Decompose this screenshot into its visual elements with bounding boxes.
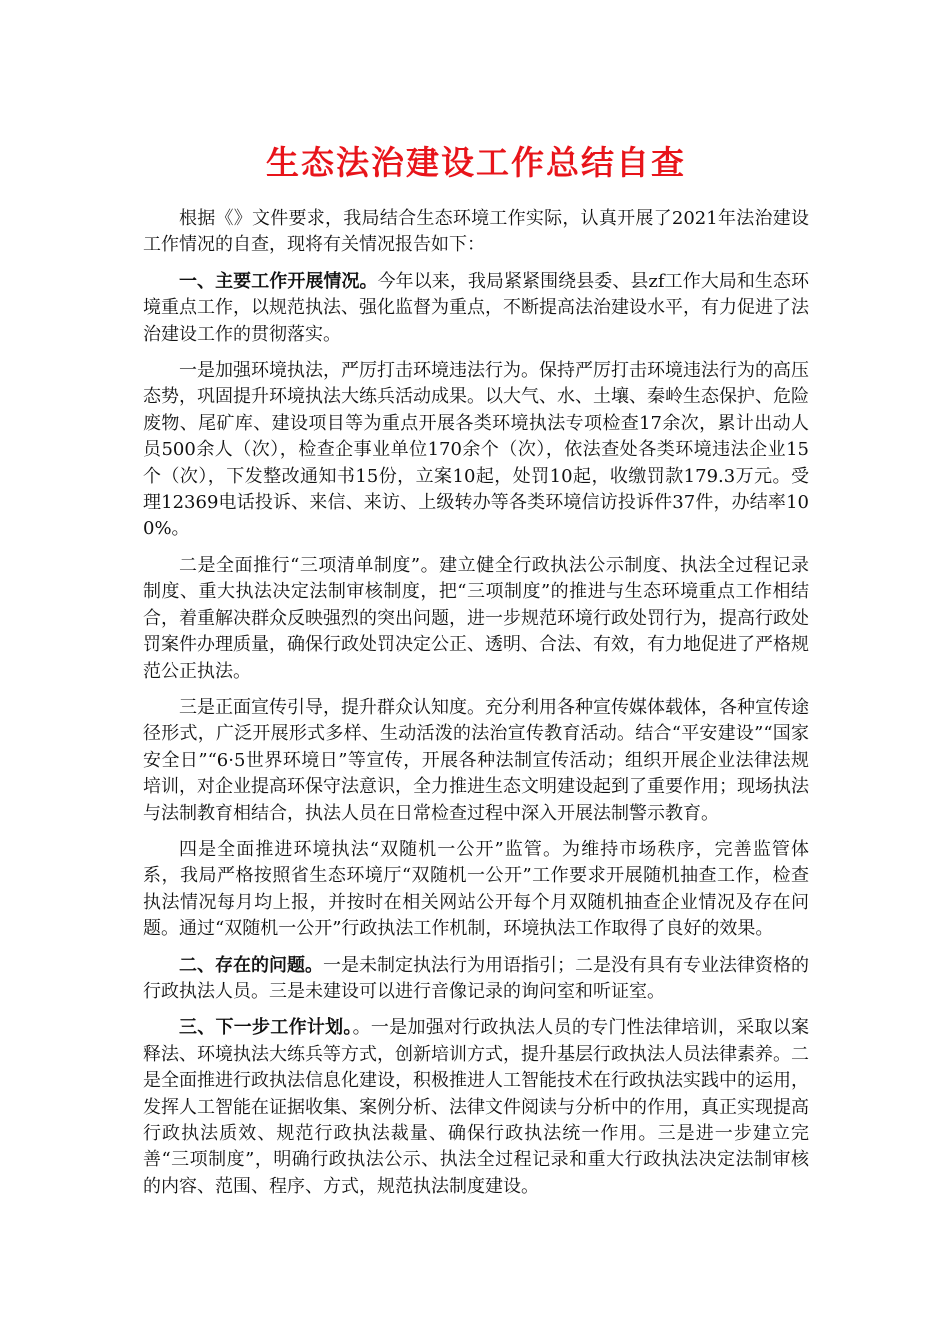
body-paragraph-enforcement xyxy=(143,358,809,543)
section-heading: 三、下一步工作计划。 xyxy=(179,1017,353,1039)
section-heading: 一、主要工作开展情况。 xyxy=(179,270,378,292)
section-problems-paragraph xyxy=(143,953,809,1006)
section-main-work-paragraph xyxy=(143,269,809,348)
paragraph-text: 四是全面推进环境执法“双随机一公开”监管。为维持市场秩序，完善监管体系，我局严格按照省生态环境厅“双随机一公开”工作要求开展随机抽查工作，检查执法情况每月均上报，并按时在相关网站公开每个月双随机抽查企业情况及存在问题。通过“双随机一公开”行政执法工作机制，环境执法工作取得了良好的效果。 xyxy=(143,838,809,940)
section-next-plan-paragraph xyxy=(143,1015,809,1200)
paragraph-text: 二是全面推行“三项清单制度”。建立健全行政执法公示制度、执法全过程记录制度、重大执法决定法制审核制度，把“三项制度”的推进与生态环境重点工作相结合，着重解决群众反映强烈的突出问题，进一步规范环境行政处罚行为，提高行政处罚案件办理质量，确保行政处罚决定公正、透明、合法、有效，有力地促进了严格规范公正执法。 xyxy=(143,554,809,682)
document-title: 生态法治建设工作总结自查 xyxy=(266,143,686,182)
paragraph-text: 一是加强环境执法，严厉打击环境违法行为。保持严厉打击环境违法行为的高压态势，巩固提升环境执法大练兵活动成果。以大气、水、土壤、秦岭生态保护、危险废物、尾矿库、建设项目等为重点开展各类环境执法专项检查17余次，累计出动人员500余人（次），检查企事业单位170余个（次），依法查处各类环境违法企业15个（次），下发整改通知书15份，立案10起，处罚10起，收缴罚款179.3万元。受理12369电话投诉、来信、来访、上级转办等各类环境信访投诉件37件，办结率100%。 xyxy=(143,360,809,540)
paragraph-text: 。一是加强对行政执法人员的专门性法律培训，采取以案释法、环境执法大练兵等方式，创新培训方式，提升基层行政执法人员法律素养。二是全面推进行政执法信息化建设，积极推进人工智能技术在行政执法实践中的运用，发挥人工智能在证据收集、案例分析、法律文件阅读与分析中的作用，真正实现提高行政执法质效、规范行政执法裁量、确保行政执法统一作用。三是进一步建立完善“三项制度”，明确行政执法公示、执法全过程记录和重大行政执法决定法制审核的内容、范围、程序、方式，规范执法制度建设。 xyxy=(143,1017,810,1197)
paragraph-text: 根据《》文件要求，我局结合生态环境工作实际，认真开展了2021年法治建设工作情况的自查，现将有关情况报告如下： xyxy=(143,208,809,256)
intro-paragraph xyxy=(143,206,809,259)
paragraph-text: 三是正面宣传引导，提升群众认知度。充分利用各种宣传媒体载体，各种宣传途径形式，广泛开展形式多样、生动活泼的法治宣传教育活动。结合“平安建设”“国家安全日”“6·5世界环境日”等宣传，开展各种法制宣传活动；组织开展企业法律法规培训，对企业提高环保守法意识，全力推进生态文明建设起到了重要作用；现场执法与法制教育相结合，执法人员在日常检查过程中深入开展法制警示教育。 xyxy=(143,696,809,824)
body-paragraph-random-inspection xyxy=(143,837,809,943)
section-heading: 二、存在的问题。 xyxy=(179,954,323,976)
document-page xyxy=(143,140,809,1210)
body-paragraph-three-systems xyxy=(143,553,809,685)
body-paragraph-publicity xyxy=(143,695,809,827)
paragraph-text: 今年以来，我局紧紧围绕县委、县zf工作大局和生态环境重点工作，以规范执法、强化监督为重点，不断提高法治建设水平，有力促进了法治建设工作的贯彻落实。 xyxy=(143,270,809,345)
paragraph-text: 一是未制定执法行为用语指引；二是没有具有专业法律资格的行政执法人员。三是未建设可以进行音像记录的询问室和听证室。 xyxy=(143,954,809,1002)
